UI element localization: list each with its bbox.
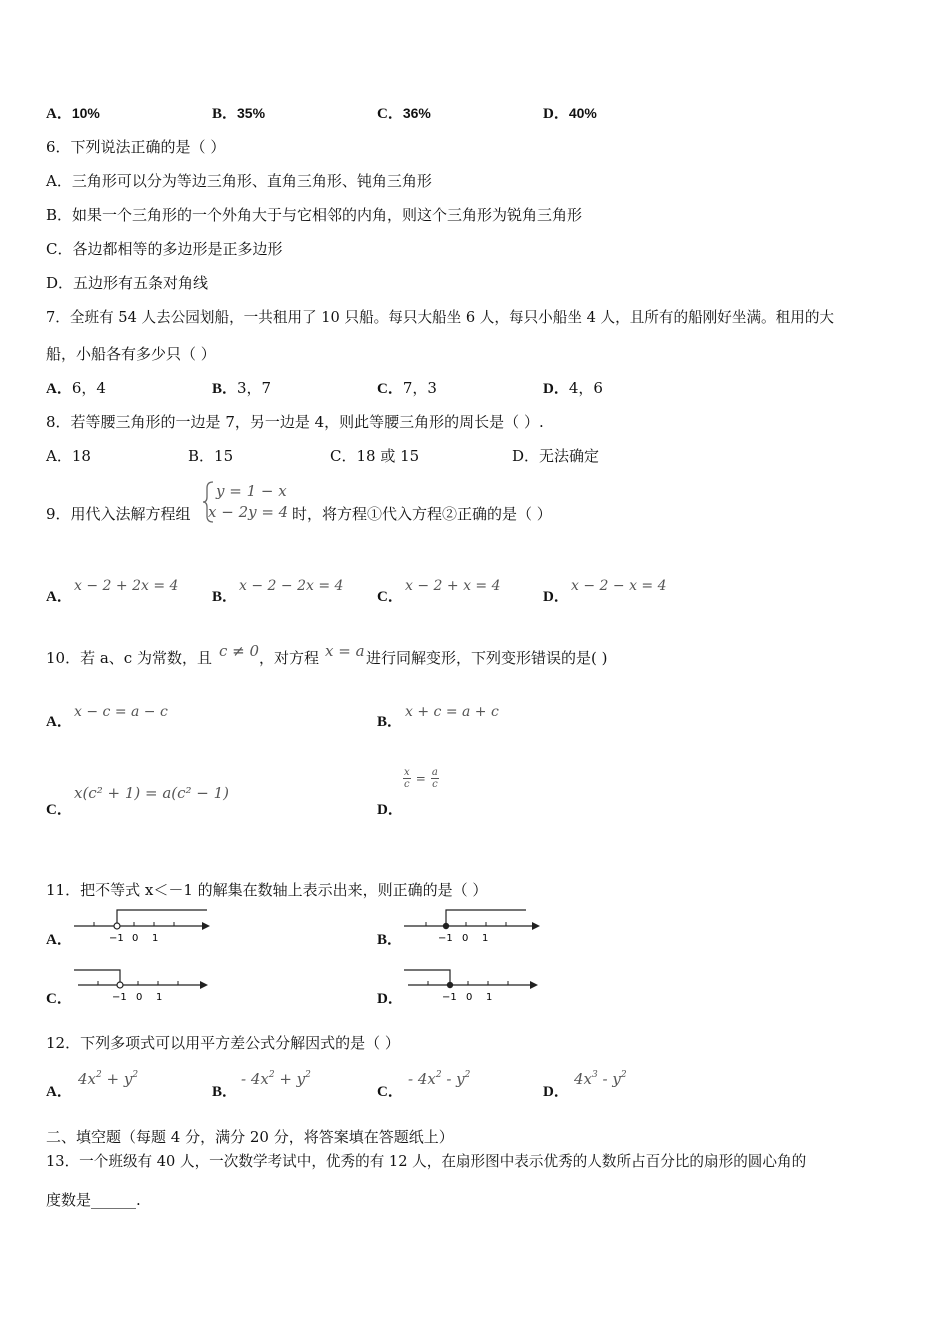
q9-option-c-expr: x − 2 + x = 4 [405,578,501,594]
q6-option-a: A．三角形可以分为等边三角形、直角三角形、钝角三角形 [46,172,432,190]
q10-stem-mid: ，对方程 [259,649,320,667]
q11-option-c [46,988,72,1009]
tick-label: 1 [482,933,489,944]
q8-option-c: C．18 或 15 [330,447,420,465]
option-label: A． [46,714,72,730]
expr-part: + y [274,1070,306,1088]
q11-option-a [46,929,72,950]
equals-sign: = [415,771,426,786]
expr-part: - 4x [241,1070,269,1088]
q11-stem: 11．把不等式 x＜－1 的解集在数轴上表示出来，则正确的是（ ） [46,881,488,899]
q11-option-b-number-line [402,906,542,946]
q13-line2: 度数是______. [46,1191,141,1209]
q9-option-b [212,586,237,607]
fraction [403,767,411,790]
q9-option-d-expr: x − 2 − x = 4 [571,578,667,594]
option-label: C． [377,381,403,397]
q9-option-b-expr: x − 2 − 2x = 4 [239,578,344,594]
q10-option-d-expr [403,767,439,790]
q6-stem: 6．下列说法正确的是（ ） [46,138,226,156]
option-value: 4，6 [568,379,603,397]
q10-option-d [377,799,403,820]
tick-label: 1 [152,933,159,944]
denominator: c [404,779,410,790]
numerator: a [431,767,438,778]
q10-option-a-expr: x − c = a − c [74,704,168,720]
option-label: A． [46,381,72,397]
q12-option-d-expr [574,1070,627,1088]
q7-option-a [46,378,106,399]
q9-option-c [377,586,403,607]
open-circle-icon [114,923,120,929]
q10-condition: c ≠ 0 [219,642,260,660]
q5-option-c [377,102,431,123]
q5-option-a [46,102,100,123]
q12-stem: 12．下列多项式可以用平方差公式分解因式的是（ ） [46,1034,400,1052]
tick-label: −1 [112,992,127,1003]
q12-option-d [543,1081,569,1102]
solution-ray [404,970,450,985]
expr-part: - y [597,1070,621,1088]
q8-option-d: D．无法确定 [512,447,600,465]
option-value: 10% [71,105,100,121]
q6-option-c: C．各边都相等的多边形是正多边形 [46,240,283,258]
expr-part: 4x [574,1070,593,1088]
option-label: B． [377,714,403,730]
option-label: B． [212,589,238,605]
option-value: 36% [402,105,431,121]
exponent: 2 [464,1070,471,1080]
fraction [431,767,439,790]
option-label: D． [543,106,569,122]
option-label: C． [46,802,72,818]
q12-option-b-expr [241,1070,311,1088]
tick-label: −1 [109,933,124,944]
tick-label: −1 [438,933,453,944]
tick-label: −1 [442,992,457,1003]
q10-option-c-expr: x(c² + 1) = a(c² − 1) [74,784,230,802]
option-label: D． [543,589,569,605]
q11-option-d-number-line [402,964,542,1004]
expr-part: - 4x [408,1070,436,1088]
q9-stem-post: 时，将方程①代入方程②正确的是（ ） [292,505,552,523]
option-label: C． [377,1084,403,1100]
expr-part: 4x [78,1070,97,1088]
q9-eq2: x − 2y = 4 [208,503,289,521]
option-label: B． [377,932,403,948]
tick-label: 0 [136,992,143,1003]
option-label: C． [46,991,72,1007]
q7-stem-line2: 船，小船各有多少只（ ） [46,345,216,363]
option-label: D． [543,381,569,397]
option-label: C． [377,589,403,605]
tick-label: 0 [462,933,469,944]
q10-stem-pre: 10．若 a、c 为常数，且 [46,649,212,667]
option-label: D． [377,802,403,818]
q11-option-a-number-line [72,906,212,946]
q10-stem-post: 进行同解变形，下列变形错误的是( ) [366,649,608,667]
arrow-icon [202,922,210,930]
q12-option-a [46,1081,72,1102]
tick-label: 1 [486,992,493,1003]
q6-option-d: D．五边形有五条对角线 [46,274,209,292]
tick-label: 0 [132,933,139,944]
closed-circle-icon [447,982,453,988]
solution-ray [117,910,207,926]
exponent: 2 [132,1070,139,1080]
q12-option-c-expr [408,1070,470,1088]
option-label: B． [212,106,238,122]
solution-ray [74,970,120,985]
option-label: A． [46,589,72,605]
closed-circle-icon [443,923,449,929]
q12-option-a-expr [78,1070,138,1088]
q12-option-b [212,1081,237,1102]
q5-option-b [212,102,265,123]
expr-part: - y [441,1070,465,1088]
q7-option-b [212,378,271,399]
q8-option-a: A．18 [46,447,91,465]
q6-option-b: B．如果一个三角形的一个外角大于与它相邻的内角，则这个三角形为锐角三角形 [46,206,583,224]
option-label: D． [543,1084,569,1100]
exponent: 3 [592,1070,598,1080]
q9-stem-pre: 9．用代入法解方程组 [46,505,191,523]
q8-stem: 8．若等腰三角形的一边是 7，另一边是 4，则此等腰三角形的周长是（ ）. [46,413,544,431]
q10-option-c [46,799,72,820]
option-label: B． [212,1084,238,1100]
q9-option-a-expr: x − 2 + 2x = 4 [74,578,179,594]
q7-option-c [377,378,437,399]
option-label: B． [212,381,238,397]
q10-option-b-expr: x + c = a + c [405,704,499,720]
option-label: A． [46,932,72,948]
exponent: 2 [620,1070,627,1080]
arrow-icon [530,981,538,989]
q10-option-a [46,711,72,732]
exponent: 2 [96,1070,102,1080]
q5-option-d [543,102,597,123]
q9-option-d [543,586,569,607]
denominator: c [432,779,438,790]
exponent: 2 [435,1070,442,1080]
q7-option-d [543,378,603,399]
tick-label: 1 [156,992,163,1003]
arrow-icon [532,922,540,930]
option-label: A． [46,1084,72,1100]
option-label: A． [46,106,72,122]
expr-part: + y [101,1070,133,1088]
q9-option-a [46,586,72,607]
q10-equation: x = a [325,642,365,660]
option-value: 6，4 [71,379,106,397]
option-label: D． [377,991,403,1007]
numerator: x [404,767,410,778]
exponent: 2 [305,1070,311,1080]
option-value: 40% [568,105,597,121]
open-circle-icon [117,982,123,988]
tick-label: 0 [466,992,473,1003]
q9-eq1: y = 1 − x [216,482,287,500]
option-value: 3，7 [237,379,272,397]
option-value: 7，3 [402,379,437,397]
q8-option-b: B．15 [188,447,234,465]
q11-option-c-number-line [72,964,212,1004]
q11-option-d [377,988,403,1009]
arrow-icon [200,981,208,989]
q10-option-b [377,711,402,732]
section-title: 二、填空题（每题 4 分，满分 20 分，将答案填在答题纸上） [46,1128,454,1146]
option-label: C． [377,106,403,122]
q13-line1: 13．一个班级有 40 人，一次数学考试中，优秀的有 12 人，在扇形图中表示优秀的人数所占百分比的扇形的圆心角的 [46,1153,807,1170]
option-value: 35% [237,105,266,121]
q12-option-c [377,1081,403,1102]
exponent: 2 [268,1070,275,1080]
q11-option-b [377,929,402,950]
q7-stem-line1: 7．全班有 54 人去公园划船，一共租用了 10 只船。每只大船坐 6 人，每只小船坐 4 人，且所有的船刚好坐满。租用的大 [46,309,835,326]
